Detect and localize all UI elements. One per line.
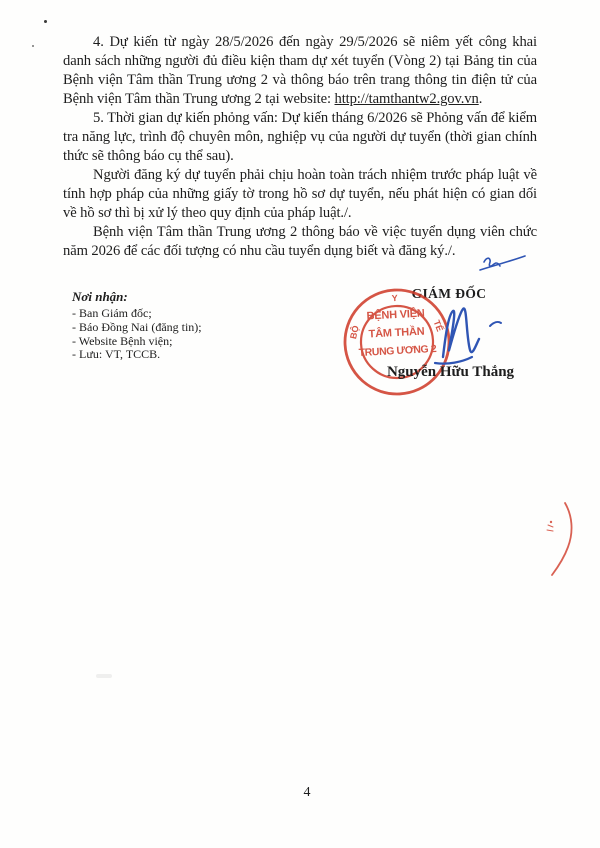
paragraph-item-4 [63,33,537,109]
pen-flourish-mark [478,252,528,276]
stamp-ring-right: TẾ [431,318,445,333]
paragraph-closing: Bệnh viện Tâm thần Trung ương 2 thông báo về việc tuyển dụng viên chức năm 2026 để các đối tượng có nhu cầu tuyển dụng biết và đăng ký./. [63,224,537,259]
signer-title: GIÁM ĐỐC [411,286,487,301]
scan-speck [44,20,47,23]
recipient-item: - Website Bệnh viện; [72,333,173,348]
recipient-item: - Báo Đồng Nai (đăng tin); [72,319,202,334]
stamp-line-1: BỆNH VIỆN [366,307,425,323]
document-body [63,33,537,261]
stamp-ring-left: BỘ [348,324,361,340]
recipients-label: Nơi nhận: [72,289,128,304]
scan-speck [32,45,34,47]
stamp-line-3: TRUNG ƯƠNG 2 [358,342,437,360]
signature-ink [420,295,530,370]
paragraph-item-4-end: . [478,91,483,107]
scan-smudge [96,674,112,678]
website-link[interactable]: http://tamthantw2.gov.vn [334,91,479,107]
page-number: 4 [303,785,311,800]
recipients-block [72,289,202,362]
recipient-item: - Lưu: VT, TCCB. [72,347,161,362]
recipient-item: - Ban Giám đốc; [72,306,152,320]
paragraph-legal-notice: Người đăng ký dự tuyển phải chịu hoàn toàn trách nhiệm trước pháp luật về tính hợp pháp của những giấy tờ trong hồ sơ dự tuyển, nếu phát hiện có gian dối về hồ sơ thì bị xử lý theo quy định của pháp luật./. [63,167,537,221]
stamp-line-2: TÂM THẦN [368,325,425,341]
signer-name: Nguyễn Hữu Thắng [386,364,515,380]
paragraph-item-4-text: 4. Dự kiến từ ngày 28/5/2026 đến ngày 29/5/2026 sẽ niêm yết công khai danh sách những người đủ điều kiện tham dự xét tuyển (Vòng 2) tại Bảng tin của Bệnh viện Tâm thần Trung ương 2 và thông báo trên trang thông tin điện tử của Bệnh viện Tâm thần Trung ương 2 tại website: [63,34,537,107]
page-edge-stamp-arc [535,495,590,580]
paragraph-item-5: 5. Thời gian dự kiến phỏng vấn: Dự kiến tháng 6/2026 sẽ Phỏng vấn để kiểm tra năng lực, trình độ chuyên môn, nghiệp vụ của người dự tuyển (thời gian chính thức sẽ thông báo cụ thể sau). [63,110,537,164]
stamp-ring-top: Y [391,292,398,304]
